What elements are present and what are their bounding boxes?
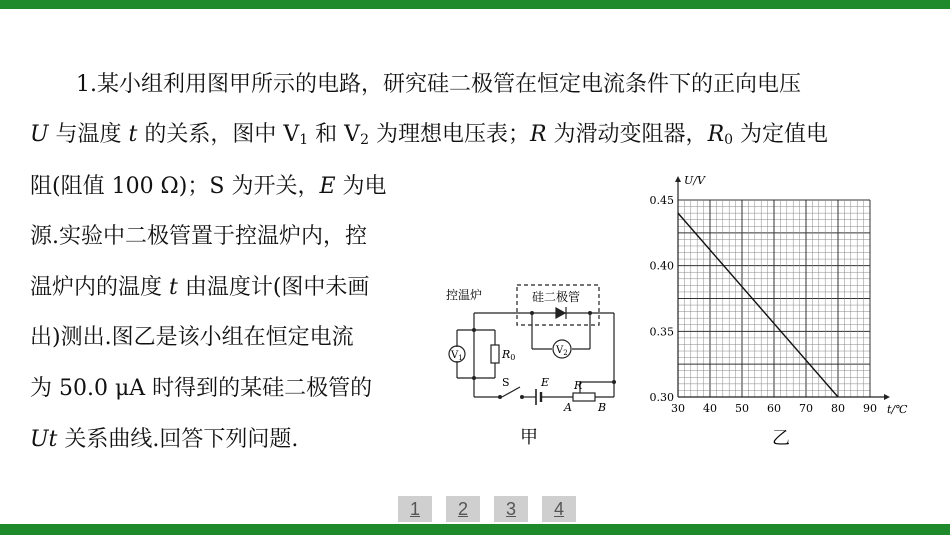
x-tick-label: 60 <box>767 402 781 415</box>
problem-line-7: 为 50.0 μA 时得到的某硅二极管的 <box>30 376 373 401</box>
page-3-button[interactable]: 3 <box>494 496 528 522</box>
svg-text:V2: $V_2$ <box>556 345 568 357</box>
bottom-bar <box>0 524 950 535</box>
graph-grid <box>675 176 890 400</box>
circuit-caption: 甲 <box>520 427 538 448</box>
diode-label: 硅二极管 <box>532 290 581 304</box>
top-bar <box>0 0 950 9</box>
x-axis-label: t/℃ <box>887 403 908 416</box>
svg-text:R0: R0 <box>502 348 516 362</box>
rheostat <box>573 393 595 401</box>
graph-caption: 乙 <box>772 428 790 449</box>
svg-text:R: R <box>574 379 583 392</box>
ut-graph <box>640 172 910 452</box>
page-2-button[interactable]: 2 <box>446 496 480 522</box>
furnace-label: 控温炉 <box>446 288 483 302</box>
y-axis-arrow <box>675 176 681 182</box>
problem-line-3: 阻(阻值 100 Ω)；S 为开关，E 为电 <box>30 174 387 199</box>
svg-text:S: S <box>502 376 510 389</box>
problem-line-6: 出)测出.图乙是该小组在恒定电流 <box>30 325 354 350</box>
page-4-button[interactable]: 4 <box>542 496 576 522</box>
x-tick-label: 70 <box>799 402 813 415</box>
r0-resistor <box>491 345 499 363</box>
x-tick-label: 30 <box>671 402 685 415</box>
x-tick-label: 40 <box>703 402 717 415</box>
x-tick-label: 90 <box>863 402 877 415</box>
svg-text:V1: $V_1$ <box>451 350 463 362</box>
y-tick-label: 0.35 <box>649 325 674 339</box>
problem-line-5: 温炉内的温度 t 由温度计(图中未画 <box>30 275 370 300</box>
problem-line-2: U 与温度 t 的关系，图中 $V_1$ 和 $V_2$ 为理想电压表；R 为滑动变阻器，$R_0$ 为定值电 <box>30 122 829 148</box>
svg-text:B: B <box>598 401 607 414</box>
svg-text:A: A <box>564 401 572 414</box>
x-tick-label: 80 <box>831 402 845 415</box>
y-tick-label: 0.45 <box>649 194 674 207</box>
y-tick-label: 0.40 <box>649 259 674 273</box>
diode-symbol <box>556 308 565 318</box>
page-1-button[interactable]: 1 <box>398 496 432 522</box>
x-axis-arrow <box>884 394 890 400</box>
problem-line-8: Ut 关系曲线.回答下列问题. <box>30 427 299 452</box>
y-axis-label: U/V <box>684 174 705 187</box>
y-tick-label: 0.30 <box>649 391 674 404</box>
problem-line-1: 1.某小组利用图甲所示的电路，研究硅二极管在恒定电流条件下的正向电压 <box>76 72 801 97</box>
circuit-diagram <box>440 275 630 450</box>
problem-line-4: 源.实验中二极管置于控温炉内，控 <box>30 224 367 249</box>
svg-text:E: E <box>541 376 550 389</box>
x-tick-label: 50 <box>735 402 749 415</box>
